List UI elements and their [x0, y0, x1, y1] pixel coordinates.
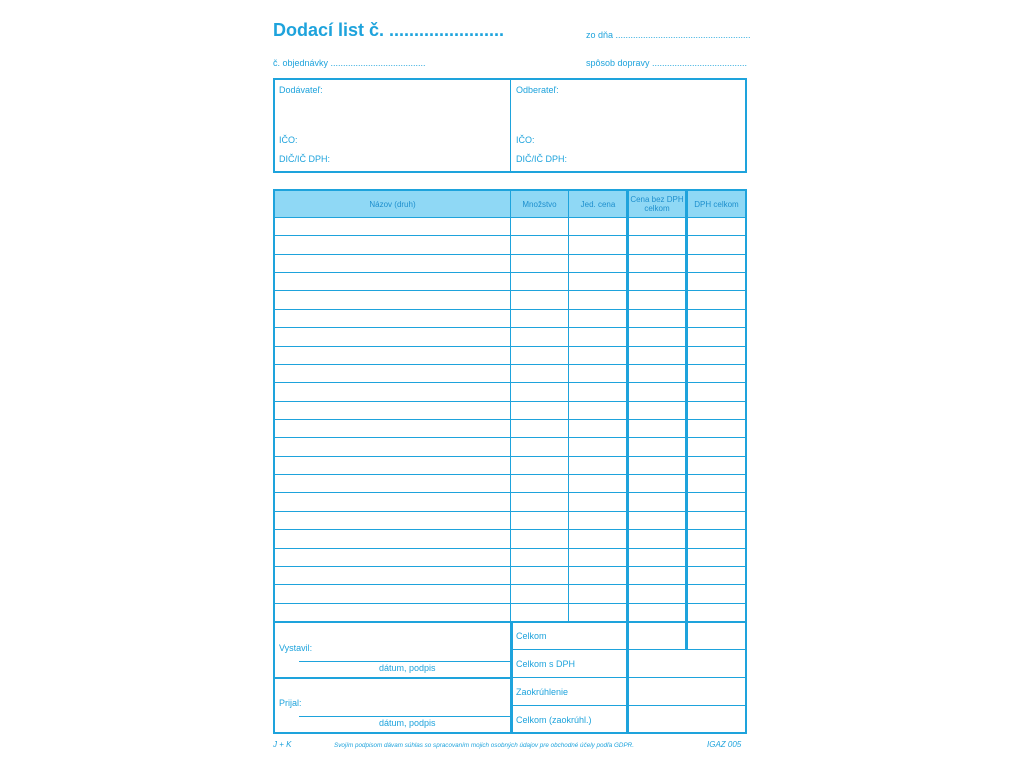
totals-line-2 [512, 677, 745, 678]
col-header-unit-price: Jed. cena [580, 199, 616, 209]
table-row-line [275, 529, 745, 530]
table-row-line [275, 346, 745, 347]
date-field[interactable]: zo dňa ...................................................... [586, 30, 751, 40]
issued-signature-line [299, 661, 510, 662]
table-row-line [275, 401, 745, 402]
transport-field[interactable]: spôsob dopravy ...................................... [586, 58, 748, 68]
issued-label: Vystavil: [279, 643, 313, 653]
col-divider-1 [510, 191, 511, 622]
supplier-dic-label: DIČ/IČ DPH: [279, 154, 331, 164]
totals-line-1 [512, 649, 745, 650]
col-header-name: Názov (druh) [369, 199, 416, 209]
printer-code: J + K [273, 740, 292, 749]
col-header-vat: DPH celkom [694, 199, 739, 209]
table-row-line [275, 419, 745, 420]
issued-signature-caption: dátum, podpis [379, 663, 436, 673]
col-header-qty: Množstvo [522, 199, 557, 209]
table-row-line [275, 327, 745, 328]
col-divider-4 [685, 191, 688, 649]
table-row-line [275, 584, 745, 585]
customer-ico-label: IČO: [516, 135, 535, 145]
total-vat-label: Celkom s DPH [516, 659, 576, 669]
total-rounded-label: Celkom (zaokrúhl.) [516, 715, 592, 725]
received-signature-caption: dátum, podpis [379, 718, 436, 728]
table-row-line [275, 309, 745, 310]
supplier-label: Dodávateľ: [279, 85, 323, 95]
col-divider-2 [568, 191, 569, 622]
table-row-line [275, 364, 745, 365]
supplier-ico-label: IČO: [279, 135, 298, 145]
received-label: Prijal: [279, 698, 302, 708]
table-row-line [275, 254, 745, 255]
table-row-line [275, 474, 745, 475]
received-signature-line [299, 716, 510, 717]
table-row-line [275, 492, 745, 493]
col-header-price-no-vat: Cena bez DPH celkom [630, 195, 684, 213]
table-row-line [275, 603, 745, 604]
header-bottom-line [275, 217, 745, 218]
totals-line-3 [512, 705, 745, 706]
total-label: Celkom [516, 631, 547, 641]
document-title: Dodací list č. ....................... [273, 20, 505, 40]
customer-label: Odberateľ: [516, 85, 559, 95]
form-code: IGAZ 005 [707, 740, 742, 749]
customer-dic-label: DIČ/IČ DPH: [516, 154, 568, 164]
gdpr-consent-text: Svojím podpisom dávam súhlas so spracovaním mojich osobných údajov pre obchodné účely podľa GDPR. [334, 742, 634, 749]
table-row-line [275, 382, 745, 383]
parties-divider [510, 80, 511, 171]
table-row-line [275, 511, 745, 512]
table-row-line [275, 548, 745, 549]
table-row-line [275, 566, 745, 567]
table-row-line [275, 272, 745, 273]
footer-left-split [275, 677, 510, 679]
table-row-line [275, 235, 745, 236]
order-number-field[interactable]: č. objednávky ...................................... [273, 58, 426, 68]
table-row-line [275, 437, 745, 438]
table-row-line [275, 290, 745, 291]
table-row-line [275, 456, 745, 457]
rounding-label: Zaokrúhlenie [516, 687, 569, 697]
